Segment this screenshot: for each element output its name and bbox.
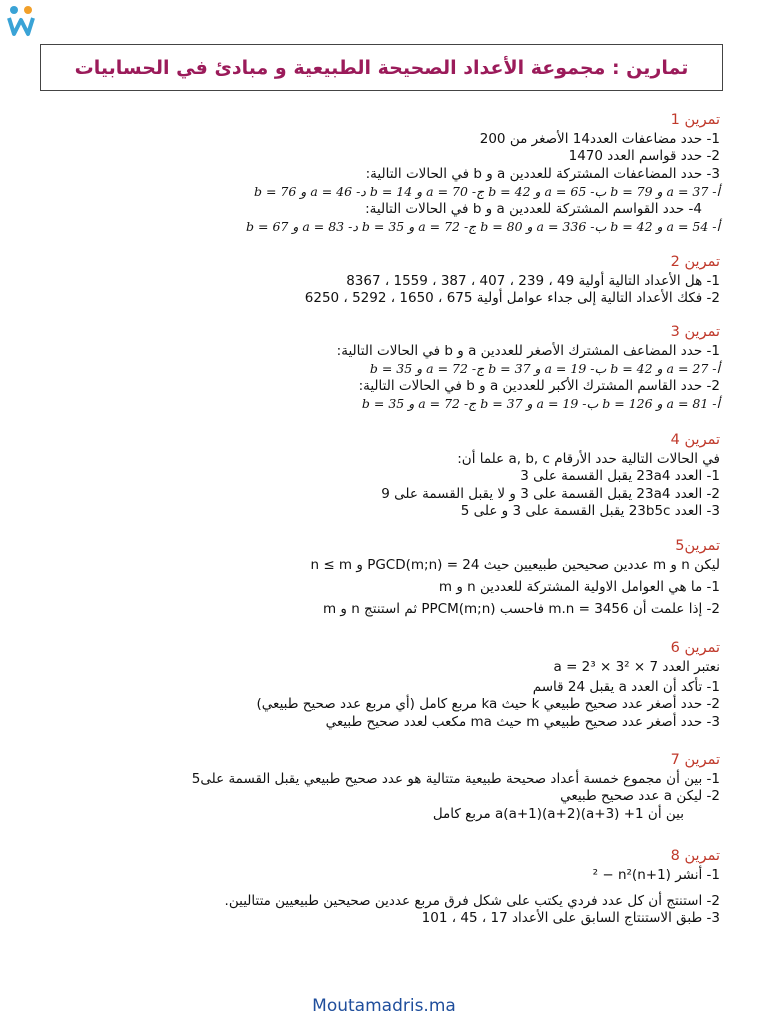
exercise-line: في الحالات التالية حدد الأرقام a, b, c علما أن:: [457, 450, 720, 467]
exercise-line: 3- العدد 23b5c يقبل القسمة على 3 و على 5: [460, 503, 720, 519]
exercise-line: نعتبر العدد a = 2³ × 3² × 7: [553, 658, 720, 675]
exercise-heading: تمرين 1: [670, 112, 720, 128]
exercise-line: 3- حدد أصغر عدد صحيح طبيعي m حيث ma مكعب لعدد صحيح طبيعي: [325, 713, 720, 730]
exercise-line: 1- العدد 23a4 يقبل القسمة على 3: [520, 468, 720, 484]
exercise-line: 1- حدد مضاعفات العدد14 الأصغر من 200: [479, 130, 720, 147]
site-logo-icon: [6, 4, 36, 38]
exercise-8: [60, 848, 720, 928]
brand-name: Moutamadris.ma: [312, 996, 456, 1016]
exercise-line: 2- حدد قواسم العدد 1470: [568, 148, 720, 164]
exercise-line: أ- a = 27 و b = 42 ب- a = 19 و b = 37 ج- a = 72 و b = 35: [369, 361, 720, 376]
exercise-line: 1- أنشر (n+1)² − n²: [592, 866, 720, 883]
exercise-line: 1- ما هي العوامل الاولية المشتركة للعددين n و m: [438, 578, 720, 595]
exercise-line: ليكن n و m عددين صحيحين طبيعيين حيث PGCD(m;n) = 24 و n ≤ m: [310, 556, 720, 573]
exercise-line: أ- a = 81 و b = 126 ب- a = 19 و b = 37 ج- a = 72 و b = 35: [361, 396, 720, 411]
exercise-6: [60, 640, 720, 731]
page-title: تمارين : مجموعة الأعداد الصحيحة الطبيعية و مبادئ في الحسابيات: [40, 44, 723, 91]
exercise-line: 2- إذا علمت أن m.n = 3456 فاحسب PPCM(m;n) ثم استنتج n و m: [322, 600, 720, 617]
exercise-heading: تمرين 8: [670, 848, 720, 864]
exercise-line: 4- حدد القواسم المشتركة للعددين a و b في الحالات التالية:: [365, 200, 702, 217]
exercise-line: 3- حدد المضاعفات المشتركة للعددين a و b في الحالات التالية:: [365, 165, 720, 182]
exercise-heading: تمرين5: [675, 538, 720, 554]
exercise-line: 2- فكك الأعداد التالية إلى جداء عوامل أولية 675 ، 1650 ، 5292 ، 6250: [304, 290, 720, 306]
exercise-line: أ- a = 54 و b = 42 ب- a = 336 و b = 80 ج- a = 72 و b = 35 د- a = 83 و b = 67: [246, 219, 720, 234]
exercise-line: 2- حدد القاسم المشترك الأكبر للعددين a و b في الحالات التالية:: [358, 377, 720, 394]
exercise-heading: تمرين 7: [670, 752, 720, 768]
exercise-line: 1- حدد المضاعف المشترك الأصغر للعددين a و b في الحالات التالية:: [336, 342, 720, 359]
exercise-line: 2- حدد أصغر عدد صحيح طبيعي k حيث ka مربع كامل (أي مربع عدد صحيح طبيعي): [256, 696, 720, 712]
exercise-line: أ- a = 37 و b = 79 ب- a = 65 و b = 42 ج- a = 70 و b = 14 د- a = 46 و b = 76: [254, 184, 720, 199]
exercise-line: 1- بين أن مجموع خمسة أعداد صحيحة طبيعية متتالية هو عدد صحيح طبيعي يقبل القسمة على5: [191, 770, 720, 787]
exercise-heading: تمرين 4: [670, 432, 720, 448]
exercise-3: [60, 324, 720, 413]
exercise-heading: تمرين 3: [670, 324, 720, 340]
exercise-4: [60, 432, 720, 521]
exercise-7: [60, 752, 720, 830]
exercise-line: بين أن 1+ a(a+1)(a+2)(a+3) مربع كامل: [432, 805, 684, 822]
footer-brand: [0, 996, 768, 1016]
exercise-line: 1- هل الأعداد التالية أولية 49 ، 239 ، 407 ، 387 ، 1559 ، 8367: [346, 272, 720, 289]
exercise-heading: تمرين 6: [670, 640, 720, 656]
exercise-line: 2- ليكن a عدد صحيح طبيعي: [560, 788, 720, 804]
exercise-line: 2- استنتج أن كل عدد فردي يكتب على شكل فرق مربع عددين صحيحين طبيعيين متتاليين.: [224, 892, 720, 909]
exercise-heading: تمرين 2: [670, 254, 720, 270]
exercise-1: [60, 112, 720, 236]
exercise-line: 2- العدد 23a4 يقبل القسمة على 3 و لا يقبل القسمة على 9: [381, 485, 720, 502]
exercise-line: 1- تأكد أن العدد a يقبل 24 قاسم: [532, 678, 720, 695]
exercise-2: [60, 254, 720, 308]
exercise-line: 3- طبق الاستنتاج السابق على الأعداد 17 ، 45 ، 101: [421, 910, 720, 926]
exercise-5: [60, 538, 720, 623]
